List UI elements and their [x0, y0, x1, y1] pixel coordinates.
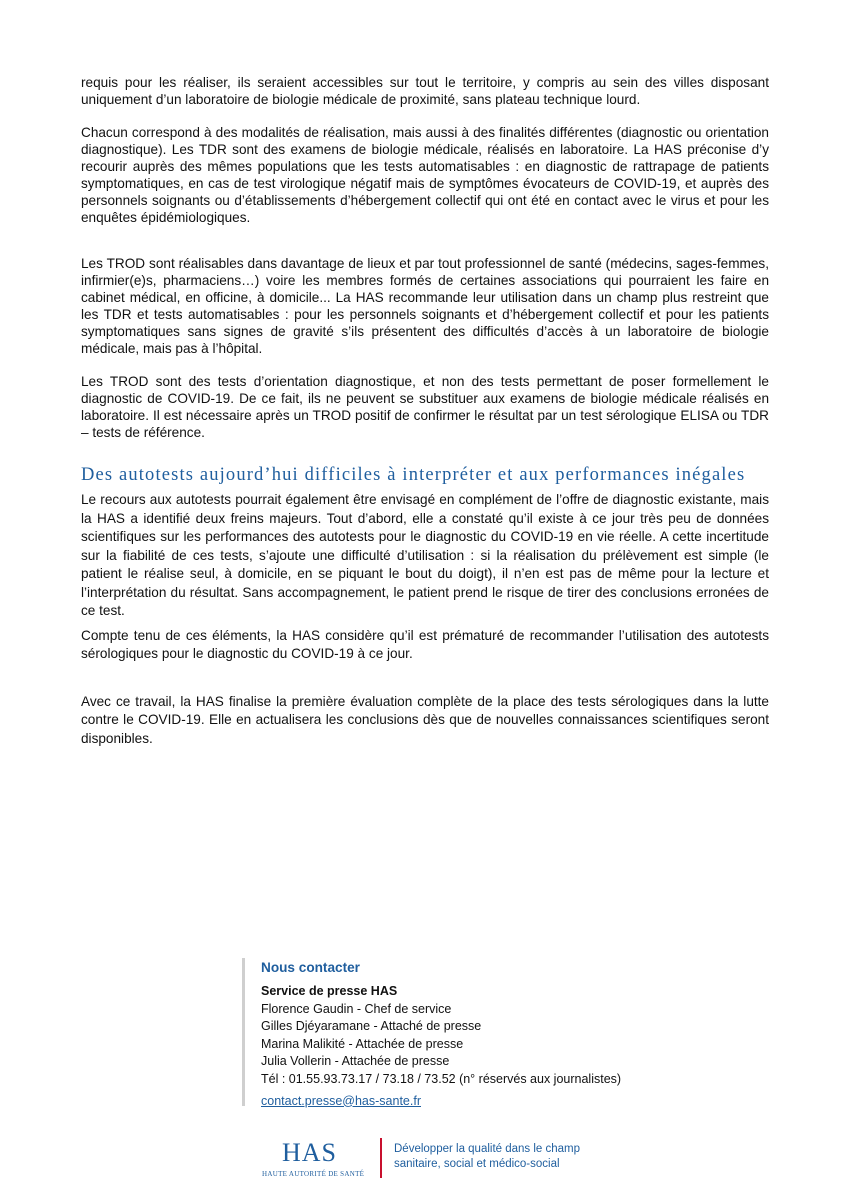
- contact-person: Florence Gaudin - Chef de service: [261, 1001, 452, 1016]
- footer: [260, 1136, 600, 1184]
- contact-title: Nous contacter: [261, 960, 360, 975]
- section-heading: Des autotests aujourd’hui difficiles à interpréter et aux performances inégales: [81, 465, 746, 485]
- has-logo: [260, 1136, 380, 1182]
- paragraph: Les TROD sont des tests d’orientation diagnostique, et non des tests permettant de poser formellement le diagnostic de COVID-19. De ce fait, ils ne peuvent se substituer aux examens de biologie médicale réalisés en laboratoire. Il est nécessaire après un TROD positif de confirmer le résultat par un test sérologique ELISA ou TDR – tests de référence.: [81, 374, 769, 440]
- phone-numbers: Tél : 01.55.93.73.17 / 73.18 / 73.52 (n° réservés aux journalistes): [261, 1071, 622, 1086]
- tagline-line: sanitaire, social et médico-social: [394, 1158, 560, 1170]
- tagline-line: Développer la qualité dans le champ: [394, 1143, 581, 1155]
- footer-divider: [380, 1138, 382, 1178]
- paragraph: Les TROD sont réalisables dans davantage de lieux et par tout professionnel de santé (médecins, sages-femmes, infirmier(e)s, pharmaciens…) voire les membres formés de certaines associations qui pourraient les faire en cabinet médical, en officine, à domicile... La HAS recommande leur utilisation dans un champ plus restreint que les TDR et tests automatisables : pour les personnels soignants et d’hébergement collectif et pour les patients symptomatiques sans signes de gravité s’ils présentent des difficultés d’accès à un laboratoire de biologie médicale, mais pas à l’hôpital.: [81, 256, 769, 356]
- logo-subtitle: HAUTE AUTORITÉ DE SANTÉ: [262, 1170, 365, 1178]
- paragraph: requis pour les réaliser, ils seraient accessibles sur tout le territoire, y compris au sein des villes disposant uniquement d’un laboratoire de biologie médicale de proximité, sans plateau technique lourd.: [81, 75, 769, 107]
- logo-text: HAS: [282, 1138, 338, 1167]
- contact-person: Gilles Djéyaramane - Attaché de presse: [261, 1019, 482, 1034]
- paragraph: Chacun correspond à des modalités de réalisation, mais aussi à des finalités différentes (diagnostic ou orientation diagnostique). Les TDR sont des examens de biologie médicale, réalisés en laboratoire. La HAS préconise d’y recourir auprès des mêmes populations que les tests automatisables : en diagnostic de rattrapage de patients symptomatiques, en cas de test virologique négatif mais de symptômes évocateurs de COVID-19, et auprès des personnels soignants ou d’établissements d’hébergement collectif qui ont été en contact avec le virus et pour les enquêtes épidémiologiques.: [81, 125, 769, 225]
- paragraph: Compte tenu de ces éléments, la HAS considère qu’il est prématuré de recommander l’utilisation des autotests sérologiques pour le diagnostic du COVID-19 à ce jour.: [81, 627, 769, 661]
- contact-person: Julia Vollerin - Attachée de presse: [261, 1054, 450, 1069]
- paragraph: Le recours aux autotests pourrait également être envisagé en complément de l’offre de diagnostic existante, mais la HAS a identifié deux freins majeurs. Tout d’abord, elle a constaté qu’il existe à ce jour très peu de données scientifiques sur les performances des autotests pour le diagnostic du COVID-19 en vie réelle. A cette incertitude sur la fiabilité de ces tests, s’ajoute une difficulté d’utilisation : si la réalisation du prélèvement est simple (le patient le réalise seul, à domicile, en se piquant le bout du doigt), il n’en est pas de même pour la lecture et l’interprétation du résultat. Sans accompagnement, le patient prend le risque de tirer des conclusions erronées de ce test.: [81, 492, 769, 618]
- press-email-link[interactable]: contact.presse@has-sante.fr: [261, 1093, 421, 1108]
- document-body: [81, 74, 769, 748]
- footer-tagline: [394, 1142, 580, 1172]
- contact-person: Marina Malikité - Attachée de presse: [261, 1036, 464, 1051]
- paragraph: Avec ce travail, la HAS finalise la première évaluation complète de la place des tests sérologiques dans la lutte contre le COVID-19. Elle en actualisera les conclusions dès que de nouvelles connaissances scientifiques seront disponibles.: [81, 693, 769, 746]
- contact-block: [242, 958, 681, 1106]
- press-service-label: Service de presse HAS: [261, 984, 398, 998]
